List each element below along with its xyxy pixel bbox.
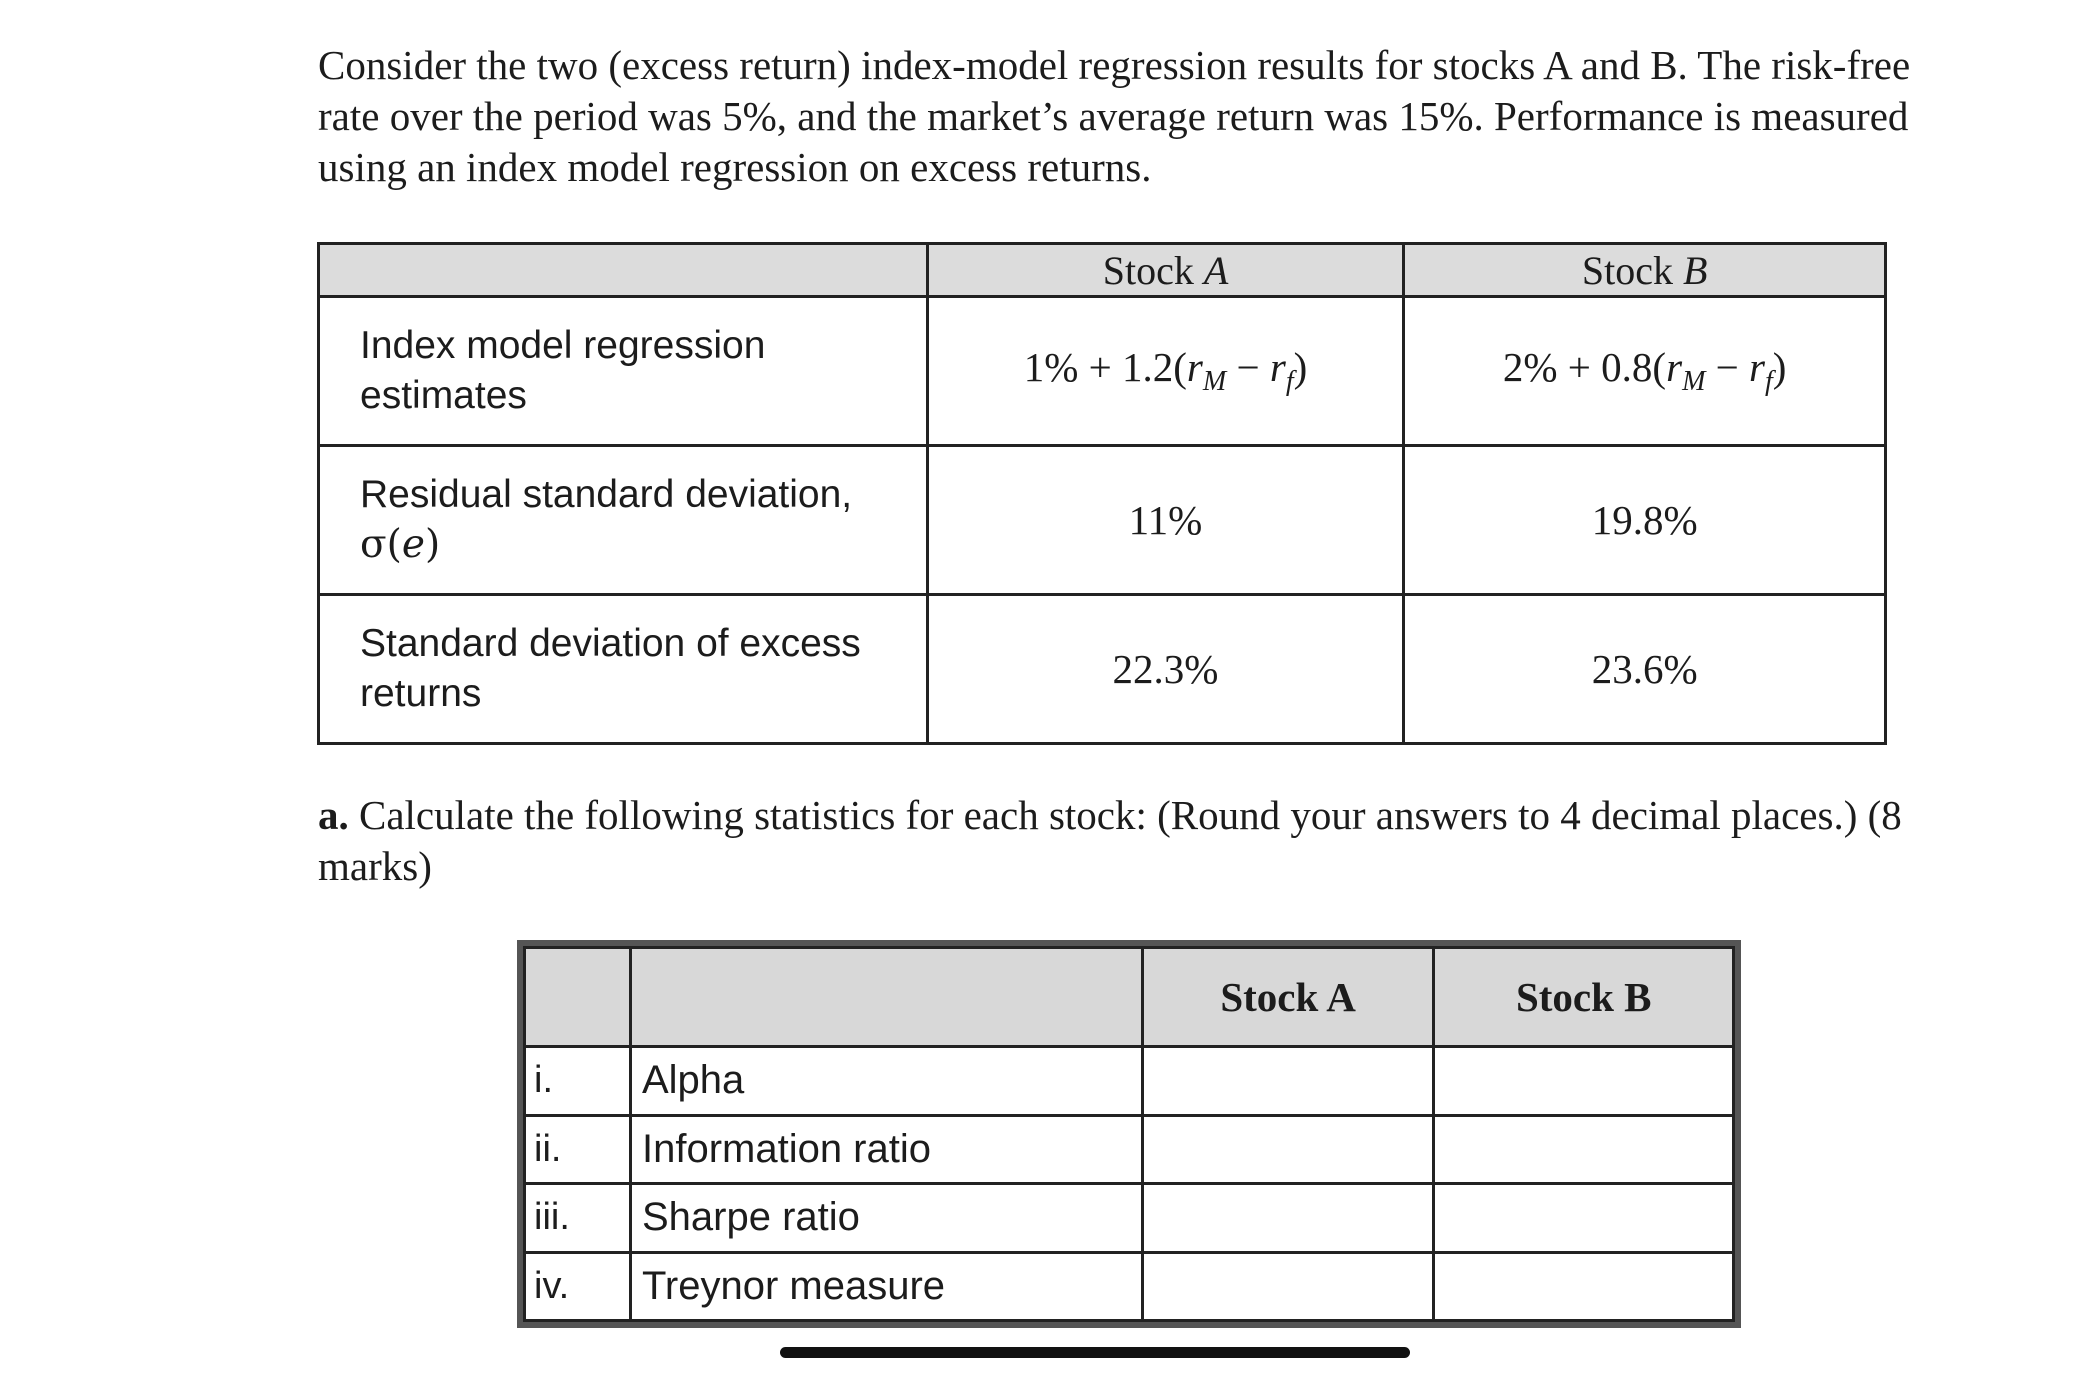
header-stock-a: Stock A — [927, 244, 1404, 297]
answer-cell-info-ratio-b[interactable] — [1434, 1115, 1734, 1184]
answer-cell-sharpe-a[interactable] — [1142, 1184, 1434, 1253]
table-row — [525, 1184, 1734, 1253]
row-label-residual-sd: Residual standard deviation, σ(e) — [319, 446, 928, 595]
row-label: Treynor measure — [630, 1252, 1142, 1321]
stock-b-excess-sd: 23.6% — [1404, 595, 1886, 744]
part-a-question — [318, 790, 1998, 892]
row-label: Alpha — [630, 1047, 1142, 1116]
table-header-row — [319, 244, 1886, 297]
table-row — [319, 446, 1886, 595]
answer-cell-info-ratio-a[interactable] — [1142, 1115, 1434, 1184]
table-row — [319, 595, 1886, 744]
table-row — [525, 1115, 1734, 1184]
row-label-excess-sd: Standard deviation of excess returns — [319, 595, 928, 744]
part-a-letter: a. — [318, 792, 349, 838]
row-label: Information ratio — [630, 1115, 1142, 1184]
stock-a-excess-sd: 22.3% — [927, 595, 1404, 744]
row-label: Sharpe ratio — [630, 1184, 1142, 1253]
row-number: iv. — [525, 1252, 631, 1321]
answer-table — [523, 946, 1735, 1322]
header-stock-b: Stock B — [1404, 244, 1886, 297]
stock-b-regression: $2\% + 0.8(r_M - r_f)$ — [1404, 297, 1886, 446]
answer-cell-treynor-a[interactable] — [1142, 1252, 1434, 1321]
table-header-row — [525, 948, 1734, 1047]
row-number: ii. — [525, 1115, 631, 1184]
answer-cell-alpha-b[interactable] — [1434, 1047, 1734, 1116]
stock-a-regression: $1\% + 1.2(r_M - r_f)$ — [927, 297, 1404, 446]
part-a-text: Calculate the following statistics for each stock: (Round your answers to 4 decimal places.) (8 marks) — [318, 792, 1902, 889]
answer-cell-alpha-a[interactable] — [1142, 1047, 1434, 1116]
home-indicator-bar[interactable] — [780, 1347, 1410, 1358]
stock-b-residual-sd: 19.8% — [1404, 446, 1886, 595]
header-num-blank — [525, 948, 631, 1047]
answer-table-frame — [517, 940, 1741, 1328]
row-number: i. — [525, 1047, 631, 1116]
table-row — [525, 1252, 1734, 1321]
header-stock-a: Stock A — [1142, 948, 1434, 1047]
table-row — [319, 297, 1886, 446]
problem-intro: Consider the two (excess return) index-model regression results for stocks A and B. The risk-free rate over the period was 5%, and the market’s average return was 15%. Performance is measured using an index model regression on excess returns. — [318, 42, 1911, 190]
regression-results-table — [317, 242, 1887, 745]
table-row — [525, 1047, 1734, 1116]
row-label-regression-estimates: Index model regression estimates — [319, 297, 928, 446]
stock-a-residual-sd: 11% — [927, 446, 1404, 595]
header-label-blank — [630, 948, 1142, 1047]
header-stock-b: Stock B — [1434, 948, 1734, 1047]
header-blank — [319, 244, 928, 297]
answer-cell-sharpe-b[interactable] — [1434, 1184, 1734, 1253]
answer-cell-treynor-b[interactable] — [1434, 1252, 1734, 1321]
row-number: iii. — [525, 1184, 631, 1253]
